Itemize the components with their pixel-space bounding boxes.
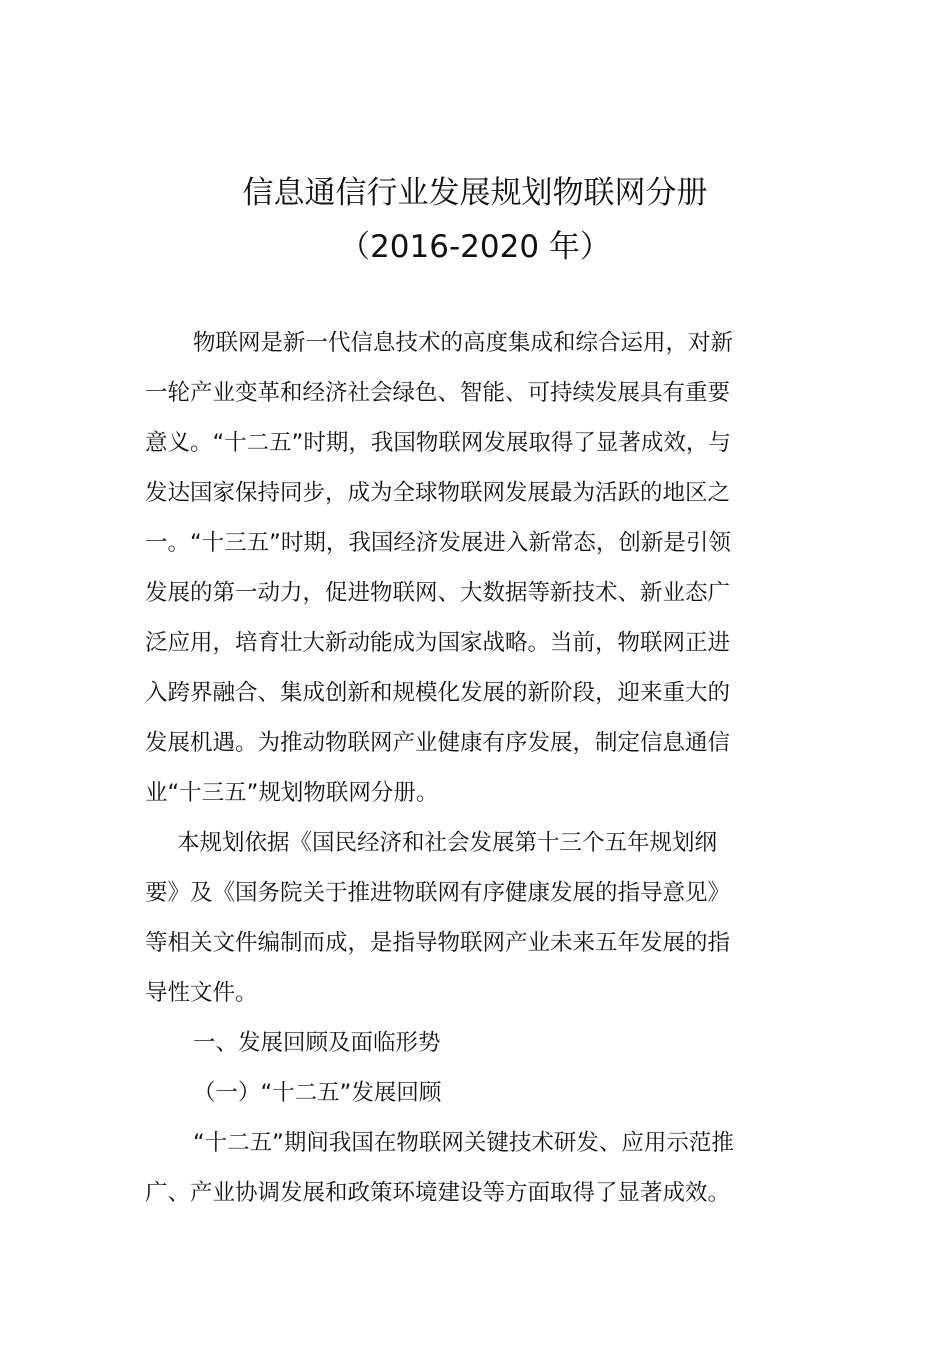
paragraph-line: 发展的第一动力，促进物联网、大数据等新技术、新业态广 [145,580,731,606]
section-heading: 一、发展回顾及面临形势 [193,1030,441,1056]
paragraph-line: 要》及《国务院关于推进物联网有序健康发展的指导意见》 [145,880,731,906]
paragraph-line: 等相关文件编制而成，是指导物联网产业未来五年发展的指 [145,930,731,956]
paragraph-line: 发展机遇。为推动物联网产业健康有序发展，制定信息通信 [145,730,731,756]
paragraph-line: 意义。“十二五”时期，我国物联网发展取得了显著成效，与 [145,430,731,456]
paragraph-line: “十二五”期间我国在物联网关键技术研发、应用示范推 [193,1130,734,1156]
paragraph-line: 业“十三五”规划物联网分册。 [145,780,439,806]
paragraph-line: 一轮产业变革和经济社会绿色、智能、可持续发展具有重要 [145,380,731,406]
paragraph-line: 发达国家保持同步，成为全球物联网发展最为活跃的地区之 [145,480,731,506]
document-subtitle-years: （2016-2020 年） [339,229,611,265]
document-title: 信息通信行业发展规划物联网分册 [242,175,708,211]
paragraph-line: 导性文件。 [145,980,258,1006]
paragraph-line: 物联网是新一代信息技术的高度集成和综合运用，对新 [193,330,734,356]
paragraph-line: 一。“十三五”时期，我国经济发展进入新常态，创新是引领 [145,530,731,556]
paragraph-line: 本规划依据《国民经济和社会发展第十三个五年规划纲 [177,830,718,856]
subsection-heading: （一）“十二五”发展回顾 [193,1080,442,1106]
paragraph-line: 广、产业协调发展和政策环境建设等方面取得了显著成效。 [145,1180,731,1206]
paragraph-line: 泛应用，培育壮大新动能成为国家战略。当前，物联网正进 [145,630,731,656]
paragraph-line: 入跨界融合、集成创新和规模化发展的新阶段，迎来重大的 [145,680,731,706]
